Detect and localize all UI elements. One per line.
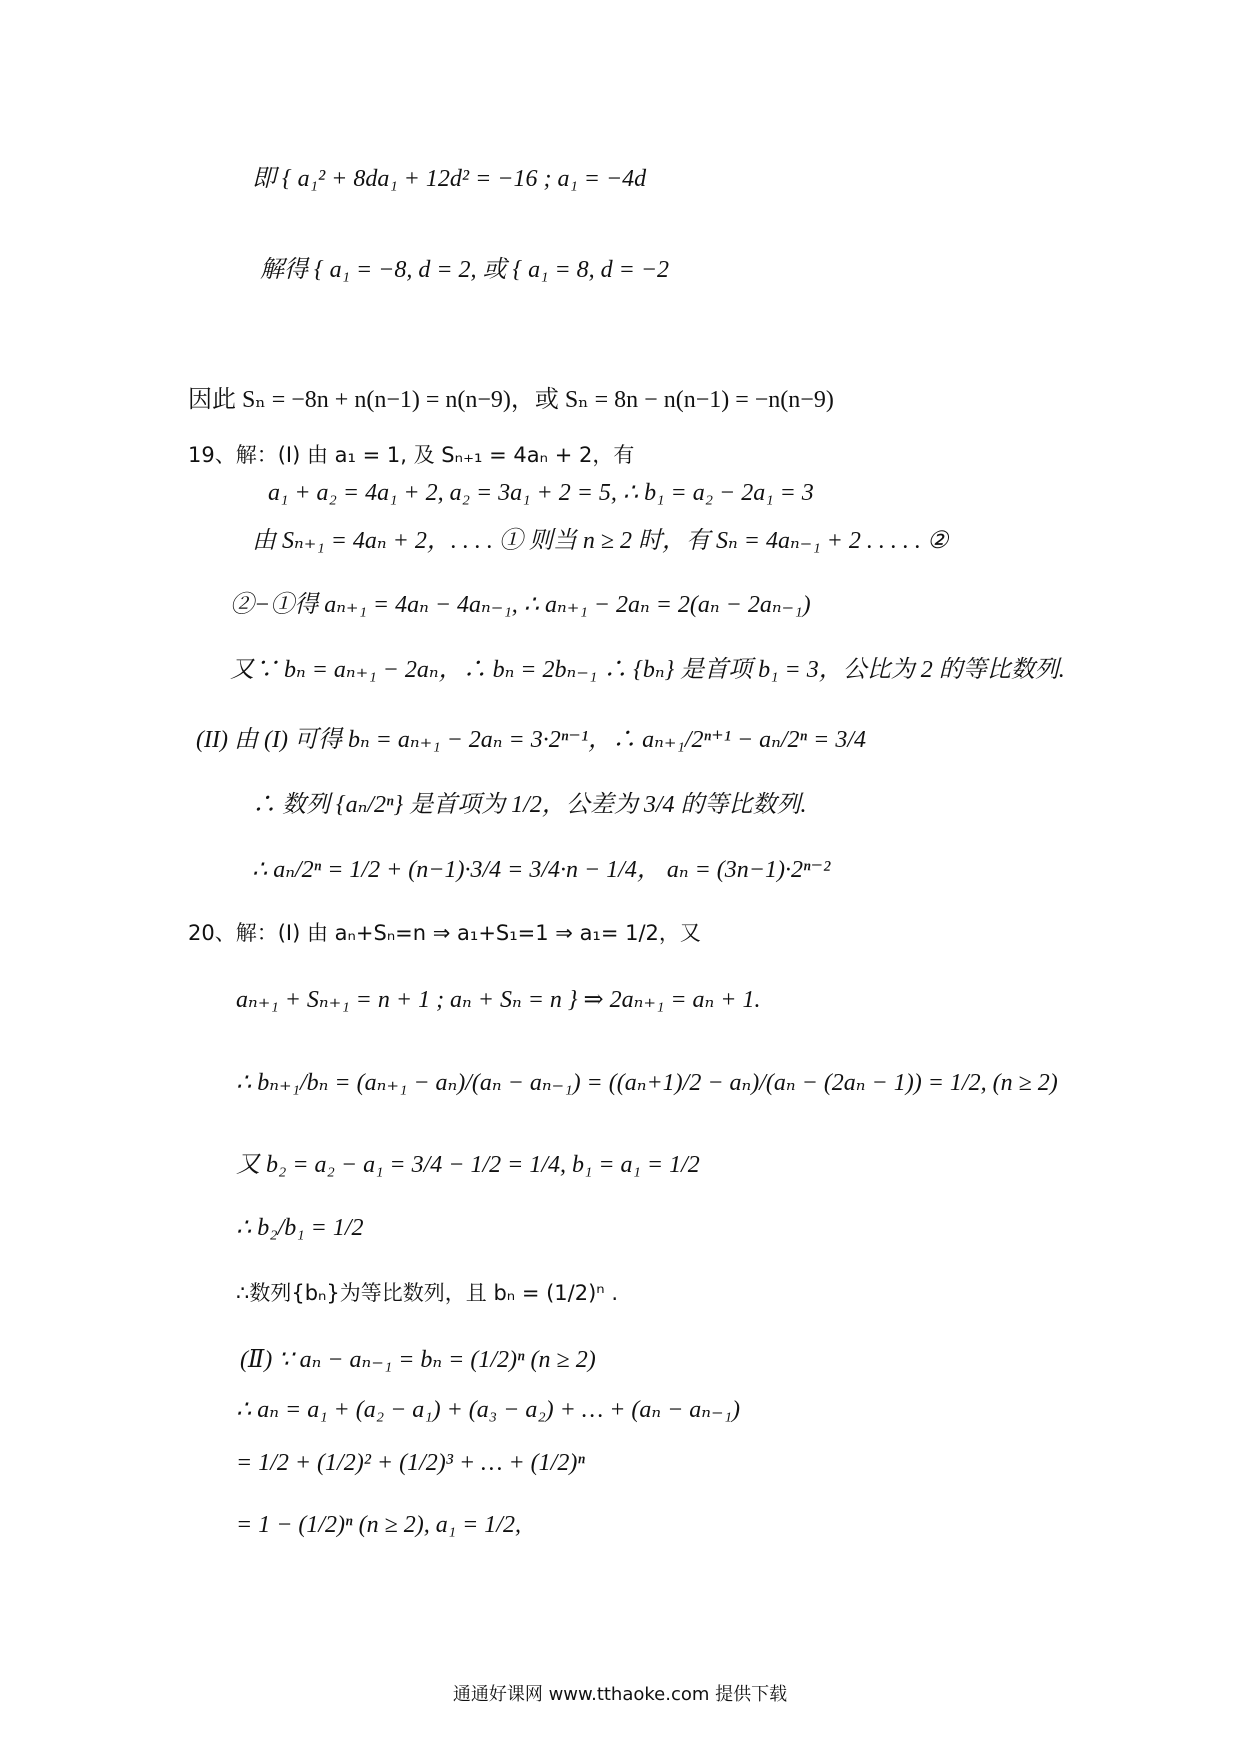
equation-line-16: ∴ b₂/b₁ = 1/2	[236, 1215, 364, 1241]
equation-line-6: 由 Sₙ₊₁ = 4aₙ + 2，. . . . ① 则当 n ≥ 2 时，有 Sₙ = 4aₙ₋₁ + 2 . . . . . ②	[252, 528, 949, 554]
equation-line-2: 解得 { a₁ = −8, d = 2, 或 { a₁ = 8, d = −2	[260, 257, 670, 283]
equation-line-21: = 1 − (1/2)ⁿ (n ≥ 2), a₁ = 1/2,	[236, 1512, 521, 1538]
equation-line-10: ∴ 数列 {aₙ/2ⁿ} 是首项为 1/2，公差为 3/4 的等比数列.	[252, 792, 807, 818]
equation-line-15: 又 b₂ = a₂ − a₁ = 3/4 − 1/2 = 1/4, b₁ = a₁ = 1/2	[236, 1152, 700, 1178]
equation-line-13: aₙ₊₁ + Sₙ₊₁ = n + 1 ; aₙ + Sₙ = n } ⇒ 2aₙ₊₁ = aₙ + 1.	[236, 987, 761, 1013]
equation-line-1: 即 { a₁² + 8da₁ + 12d² = −16 ; a₁ = −4d	[252, 166, 647, 192]
equation-line-8: 又∵ bₙ = aₙ₊₁ − 2aₙ，∴ bₙ = 2bₙ₋₁ ∴ {bₙ} 是首项 b₁ = 3，公比为 2 的等比数列.	[230, 657, 1065, 683]
footer-source-note: 通通好课网 www.tthaoke.com 提供下载	[452, 1684, 788, 1705]
equation-line-20: = 1/2 + (1/2)² + (1/2)³ + … + (1/2)ⁿ	[236, 1450, 585, 1476]
equation-line-11: ∴ aₙ/2ⁿ = 1/2 + (n−1)·3/4 = 3/4·n − 1/4， aₙ = (3n−1)·2ⁿ⁻²	[252, 857, 831, 883]
equation-line-5: a₁ + a₂ = 4a₁ + 2, a₂ = 3a₁ + 2 = 5, ∴ b₁ = a₂ − 2a₁ = 3	[268, 480, 814, 506]
problem-19-heading: 19、解：(I) 由 a₁ = 1, 及 Sₙ₊₁ = 4aₙ + 2，有	[188, 443, 635, 467]
equation-line-9: (II) 由 (I) 可得 bₙ = aₙ₊₁ − 2aₙ = 3·2ⁿ⁻¹，∴ aₙ₊₁/2ⁿ⁺¹ − aₙ/2ⁿ = 3/4	[196, 727, 866, 753]
problem-20-heading: 20、解：(Ⅰ) 由 aₙ+Sₙ=n ⇒ a₁+S₁=1 ⇒ a₁= 1/2，又	[188, 921, 701, 945]
equation-line-17: ∴数列{bₙ}为等比数列，且 bₙ = (1/2)ⁿ .	[236, 1281, 618, 1305]
equation-line-7: ②−①得 aₙ₊₁ = 4aₙ − 4aₙ₋₁, ∴ aₙ₊₁ − 2aₙ = 2(aₙ − 2aₙ₋₁)	[230, 592, 811, 618]
equation-line-18: (Ⅱ) ∵ aₙ − aₙ₋₁ = bₙ = (1/2)ⁿ (n ≥ 2)	[240, 1347, 596, 1373]
equation-line-19: ∴ aₙ = a₁ + (a₂ − a₁) + (a₃ − a₂) + … + (aₙ − aₙ₋₁)	[236, 1397, 741, 1423]
equation-line-14: ∴ bₙ₊₁/bₙ = (aₙ₊₁ − aₙ)/(aₙ − aₙ₋₁) = ((aₙ+1)/2 − aₙ)/(aₙ − (2aₙ − 1)) = 1/2, (n ≥ 2)	[236, 1070, 1058, 1096]
equation-line-3: 因此 Sₙ = −8n + n(n−1) = n(n−9)，或 Sₙ = 8n − n(n−1) = −n(n−9)	[188, 387, 834, 413]
